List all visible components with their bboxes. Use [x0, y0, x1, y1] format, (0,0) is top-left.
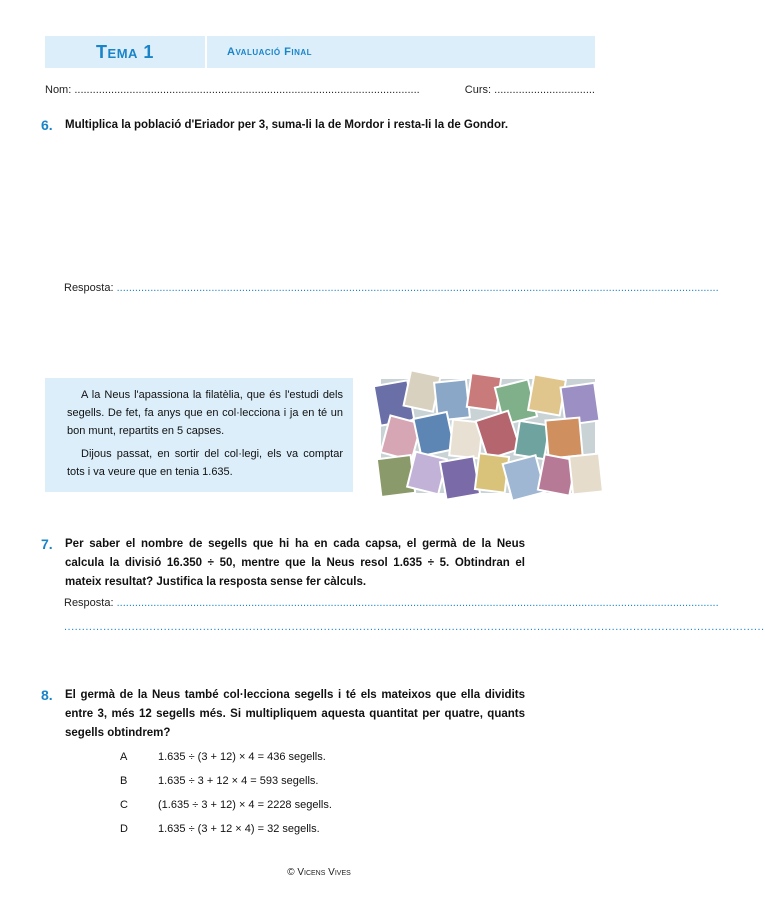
info-paragraph-2: Dijous passat, en sortir del col·legi, els va comptar tots i va veure que en tenia 1.635. [67, 448, 343, 478]
question-6 [41, 116, 525, 135]
question-7 [41, 535, 525, 592]
answer-label: Resposta: [64, 282, 117, 294]
nom-field[interactable]: Nom: ................................................................................................................. [45, 84, 420, 96]
option-letter: C [120, 799, 128, 811]
option-text: 1.635 ÷ (3 + 12 × 4) = 32 segells. [158, 823, 320, 835]
option-text: 1.635 ÷ 3 + 12 × 4 = 593 segells. [158, 775, 319, 787]
option-text: (1.635 ÷ 3 + 12) × 4 = 2228 segells. [158, 799, 332, 811]
question-number: 6. [41, 117, 53, 133]
answer-line-7b[interactable]: ..................................................................................................................................................................................................... [64, 621, 765, 633]
answer-dots: ..................................................................................................................................................................................................... [116, 282, 719, 294]
header-bar [45, 36, 595, 68]
option-c[interactable] [120, 793, 332, 817]
option-letter: D [120, 823, 128, 835]
stamps-photo [381, 379, 595, 493]
answer-line-7[interactable] [64, 597, 719, 609]
question-text: El germà de la Neus també col·lecciona segells i té els mateixos que ella dividits entre 3, més 12 segells més. Si multipliquem aquesta quantitat per quatre, quants segells obtindrem? [65, 689, 525, 739]
info-box [45, 378, 353, 492]
info-paragraph-1: A la Neus l'apassiona la filatèlia, que és l'estudi dels segells. De fet, fa anys que en col·lecciona i ja en té un bon munt, repartits en 5 capses. [67, 389, 343, 437]
question-text: Per saber el nombre de segells que hi ha en cada capsa, el germà de la Neus calcula la divisió 16.350 ÷ 50, mentre que la Neus resol 1.635 ÷ 5. Obtindran el mateix resultat? Justifica la resposta sense fer càlculs. [65, 538, 525, 588]
question-text: Multiplica la població d'Eriador per 3, suma-li la de Mordor i resta-li la de Gondor. [65, 119, 509, 131]
question-number: 8. [41, 687, 53, 703]
student-row [45, 84, 595, 96]
answer-line-6[interactable] [64, 282, 719, 294]
option-letter: B [120, 775, 128, 787]
option-b[interactable] [120, 769, 332, 793]
section-title: Avaluació Final [227, 46, 313, 58]
footer-copyright: © Vicens Vives [287, 867, 351, 878]
options-list [120, 745, 332, 841]
question-8 [41, 686, 525, 743]
tema-title: Tema 1 [96, 41, 154, 62]
option-a[interactable] [120, 745, 332, 769]
option-text: 1.635 ÷ (3 + 12) × 4 = 436 segells. [158, 751, 326, 763]
option-d[interactable] [120, 817, 332, 841]
curs-field[interactable]: Curs: ................................. [464, 84, 595, 96]
option-letter: A [120, 751, 128, 763]
stamps-illustration [381, 379, 595, 493]
question-number: 7. [41, 536, 53, 552]
answer-dots: ..................................................................................................................................................................................................... [116, 597, 719, 609]
answer-label: Resposta: [64, 597, 117, 609]
